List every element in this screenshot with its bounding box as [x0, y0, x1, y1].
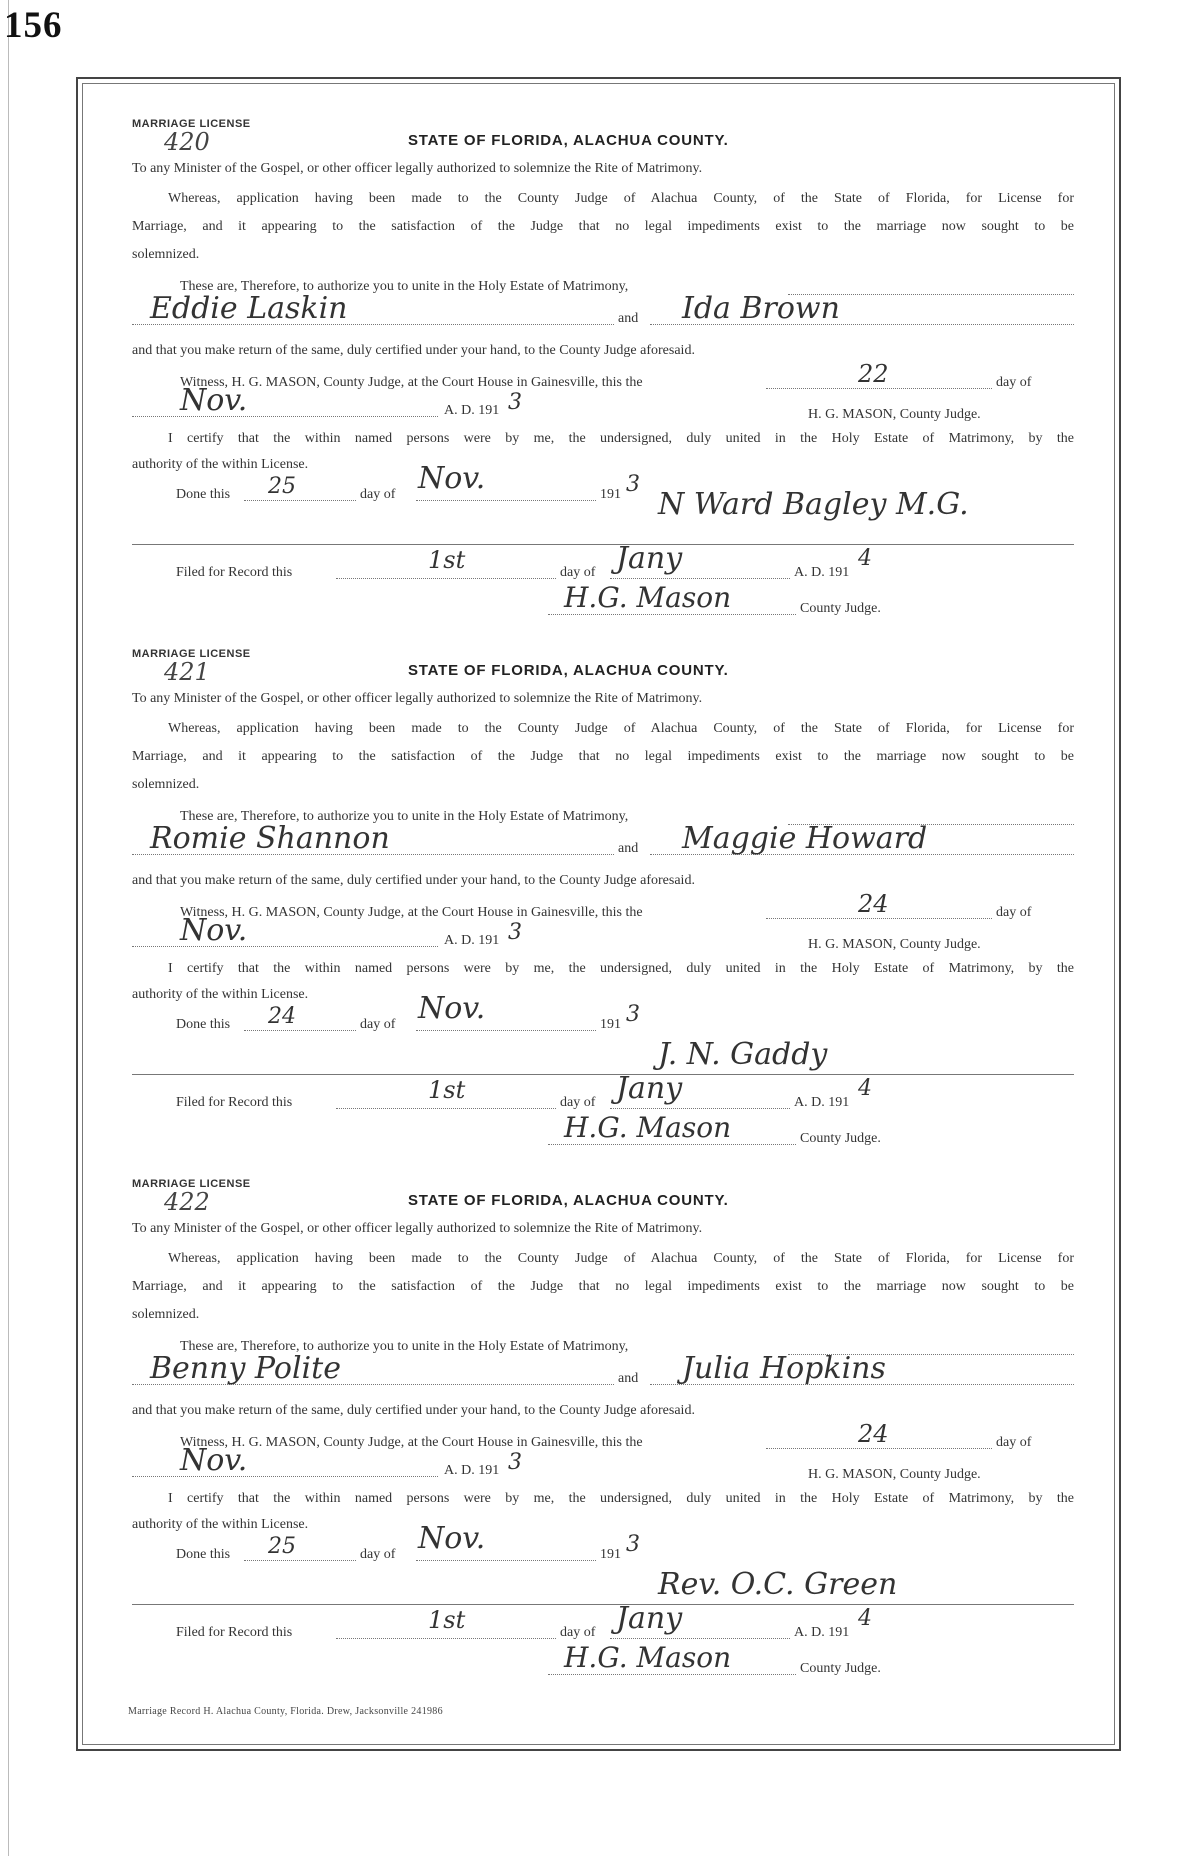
certify-line-2: authority of the within License.	[132, 457, 309, 472]
page-edge	[8, 0, 9, 1856]
filed-month: Jany	[616, 1601, 683, 1636]
authorize-text: These are, Therefore, to authorize you to unite in the Holy Estate of Matrimony,	[180, 1339, 629, 1354]
state-heading: STATE OF FLORIDA, ALACHUA COUNTY.	[408, 662, 729, 679]
license-number: 422	[164, 1188, 210, 1216]
day-of-label: day of	[560, 565, 596, 580]
witness-text: Witness, H. G. MASON, County Judge, at the Court House in Gainesville, this the	[180, 1435, 643, 1450]
ad-label: A. D. 191	[444, 403, 500, 418]
license-label: MARRIAGE LICENSE	[132, 118, 251, 130]
officiant-signature: Rev. O.C. Green	[658, 1567, 898, 1602]
fill-line	[244, 500, 356, 501]
and-word: and	[618, 1371, 639, 1386]
certify-line-2: authority of the within License.	[132, 987, 309, 1002]
imprint-footer: Marriage Record H. Alachua County, Florida. Drew, Jacksonville 241986	[128, 1706, 443, 1717]
divider-rule	[132, 1074, 1074, 1075]
license-number: 421	[164, 658, 210, 686]
fill-line	[610, 578, 790, 579]
certify-line-2: authority of the within License.	[132, 1517, 309, 1532]
judge-signature-print: H. G. MASON, County Judge.	[808, 937, 981, 952]
license-label: MARRIAGE LICENSE	[132, 648, 251, 660]
done-month: Nov.	[418, 461, 486, 496]
ad-year: 3	[508, 390, 522, 415]
witness-day: 22	[858, 360, 889, 388]
officiant-signature: N Ward Bagley M.G.	[658, 487, 969, 522]
filed-label: Filed for Record this	[176, 1625, 293, 1640]
witness-day: 24	[858, 890, 889, 918]
done-this-label: Done this	[176, 487, 231, 502]
fill-line	[416, 1030, 596, 1031]
done-year: 3	[626, 472, 640, 497]
whereas-line-2: Marriage, and it appearing to the satisfaction of the Judge that no legal impediments exist to the marriage now sought to be	[132, 219, 1074, 234]
salutation: To any Minister of the Gospel, or other officer legally authorized to solemnize the Rite of Matrimony.	[132, 691, 703, 706]
fill-line	[548, 1144, 796, 1145]
filed-day: 1st	[428, 1076, 466, 1104]
and-word: and	[618, 841, 639, 856]
divider-rule	[132, 544, 1074, 545]
whereas-line-1: Whereas, application having been made to the County Judge of Alachua County, of the State of Florida, for License for	[168, 191, 1074, 206]
done-month: Nov.	[418, 1521, 486, 1556]
groom-name: Eddie Laskin	[150, 291, 348, 326]
return-text: and that you make return of the same, duly certified under your hand, to the County Judge aforesaid.	[132, 1403, 695, 1418]
done-year-label: 191	[600, 1547, 621, 1562]
done-day: 24	[268, 1004, 296, 1029]
groom-name: Benny Polite	[150, 1351, 341, 1386]
whereas-line-3: solemnized.	[132, 247, 200, 262]
whereas-line-3: solemnized.	[132, 1307, 200, 1322]
authorize-text: These are, Therefore, to authorize you to unite in the Holy Estate of Matrimony,	[180, 809, 629, 824]
salutation: To any Minister of the Gospel, or other officer legally authorized to solemnize the Rite of Matrimony.	[132, 1221, 703, 1236]
judge-handwritten-signature: H.G. Mason	[564, 1111, 732, 1144]
fill-line	[244, 1560, 356, 1561]
whereas-line-3: solemnized.	[132, 777, 200, 792]
fill-line	[610, 1108, 790, 1109]
county-judge-label: County Judge.	[800, 1131, 881, 1146]
return-text: and that you make return of the same, duly certified under your hand, to the County Judge aforesaid.	[132, 343, 695, 358]
fill-line	[766, 1448, 992, 1449]
fill-line	[132, 1476, 438, 1477]
fill-line	[416, 1560, 596, 1561]
fill-line	[766, 388, 992, 389]
salutation: To any Minister of the Gospel, or other officer legally authorized to solemnize the Rite of Matrimony.	[132, 161, 703, 176]
filed-day: 1st	[428, 546, 466, 574]
filed-month: Jany	[616, 541, 683, 576]
day-of-label: day of	[560, 1095, 596, 1110]
done-year: 3	[626, 1532, 640, 1557]
done-year: 3	[626, 1002, 640, 1027]
witness-day: 24	[858, 1420, 889, 1448]
state-heading: STATE OF FLORIDA, ALACHUA COUNTY.	[408, 1192, 729, 1209]
day-of-label: day of	[996, 375, 1032, 390]
whereas-line-2: Marriage, and it appearing to the satisfaction of the Judge that no legal impediments exist to the marriage now sought to be	[132, 1279, 1074, 1294]
witness-text: Witness, H. G. MASON, County Judge, at the Court House in Gainesville, this the	[180, 905, 643, 920]
filed-ad-label: A. D. 191	[794, 1095, 850, 1110]
fill-line	[548, 614, 796, 615]
fill-line	[610, 1638, 790, 1639]
divider-rule	[132, 1604, 1074, 1605]
day-of-label: day of	[360, 1547, 396, 1562]
county-judge-label: County Judge.	[800, 601, 881, 616]
fill-line	[548, 1674, 796, 1675]
license-number: 420	[164, 128, 210, 156]
witness-text: Witness, H. G. MASON, County Judge, at the Court House in Gainesville, this the	[180, 375, 643, 390]
officiant-signature: J. N. Gaddy	[658, 1037, 828, 1072]
and-word: and	[618, 311, 639, 326]
bride-name: Ida Brown	[682, 291, 840, 326]
done-day: 25	[268, 474, 296, 499]
marriage-license-record	[128, 118, 1074, 638]
witness-month: Nov.	[180, 913, 248, 948]
whereas-line-2: Marriage, and it appearing to the satisfaction of the Judge that no legal impediments exist to the marriage now sought to be	[132, 749, 1074, 764]
done-year-label: 191	[600, 487, 621, 502]
certify-line-1: I certify that the within named persons were by me, the undersigned, duly united in the Holy Estate of Matrimony, by the	[168, 1491, 1074, 1506]
fill-line	[416, 500, 596, 501]
return-text: and that you make return of the same, duly certified under your hand, to the County Judge aforesaid.	[132, 873, 695, 888]
bride-name: Julia Hopkins	[682, 1351, 886, 1386]
done-year-label: 191	[600, 1017, 621, 1032]
groom-name: Romie Shannon	[150, 821, 390, 856]
filed-label: Filed for Record this	[176, 1095, 293, 1110]
day-of-label: day of	[360, 1017, 396, 1032]
authorize-text: These are, Therefore, to authorize you to unite in the Holy Estate of Matrimony,	[180, 279, 629, 294]
filed-ad-label: A. D. 191	[794, 565, 850, 580]
judge-signature-print: H. G. MASON, County Judge.	[808, 1467, 981, 1482]
judge-handwritten-signature: H.G. Mason	[564, 581, 732, 614]
day-of-label: day of	[560, 1625, 596, 1640]
ad-year: 3	[508, 1450, 522, 1475]
fill-line	[132, 416, 438, 417]
done-this-label: Done this	[176, 1017, 231, 1032]
fill-line	[336, 1638, 556, 1639]
ad-year: 3	[508, 920, 522, 945]
certify-line-1: I certify that the within named persons were by me, the undersigned, duly united in the Holy Estate of Matrimony, by the	[168, 431, 1074, 446]
county-judge-label: County Judge.	[800, 1661, 881, 1676]
fill-line	[132, 946, 438, 947]
fill-line	[336, 578, 556, 579]
witness-month: Nov.	[180, 383, 248, 418]
bride-name: Maggie Howard	[682, 821, 928, 856]
fill-line	[244, 1030, 356, 1031]
filed-year: 4	[858, 1076, 872, 1101]
license-label: MARRIAGE LICENSE	[132, 1178, 251, 1190]
marriage-license-record	[128, 1178, 1074, 1698]
done-month: Nov.	[418, 991, 486, 1026]
whereas-line-1: Whereas, application having been made to the County Judge of Alachua County, of the State of Florida, for License for	[168, 721, 1074, 736]
ad-label: A. D. 191	[444, 1463, 500, 1478]
ad-label: A. D. 191	[444, 933, 500, 948]
page-number: 156	[4, 5, 63, 46]
filed-label: Filed for Record this	[176, 565, 293, 580]
day-of-label: day of	[996, 1435, 1032, 1450]
done-this-label: Done this	[176, 1547, 231, 1562]
certify-line-1: I certify that the within named persons were by me, the undersigned, duly united in the Holy Estate of Matrimony, by the	[168, 961, 1074, 976]
done-day: 25	[268, 1534, 296, 1559]
filed-year: 4	[858, 546, 872, 571]
marriage-license-record	[128, 648, 1074, 1168]
whereas-line-1: Whereas, application having been made to the County Judge of Alachua County, of the State of Florida, for License for	[168, 1251, 1074, 1266]
witness-month: Nov.	[180, 1443, 248, 1478]
fill-line	[766, 918, 992, 919]
filed-year: 4	[858, 1606, 872, 1631]
judge-handwritten-signature: H.G. Mason	[564, 1641, 732, 1674]
day-of-label: day of	[360, 487, 396, 502]
filed-month: Jany	[616, 1071, 683, 1106]
filed-ad-label: A. D. 191	[794, 1625, 850, 1640]
fill-line	[336, 1108, 556, 1109]
filed-day: 1st	[428, 1606, 466, 1634]
day-of-label: day of	[996, 905, 1032, 920]
state-heading: STATE OF FLORIDA, ALACHUA COUNTY.	[408, 132, 729, 149]
judge-signature-print: H. G. MASON, County Judge.	[808, 407, 981, 422]
